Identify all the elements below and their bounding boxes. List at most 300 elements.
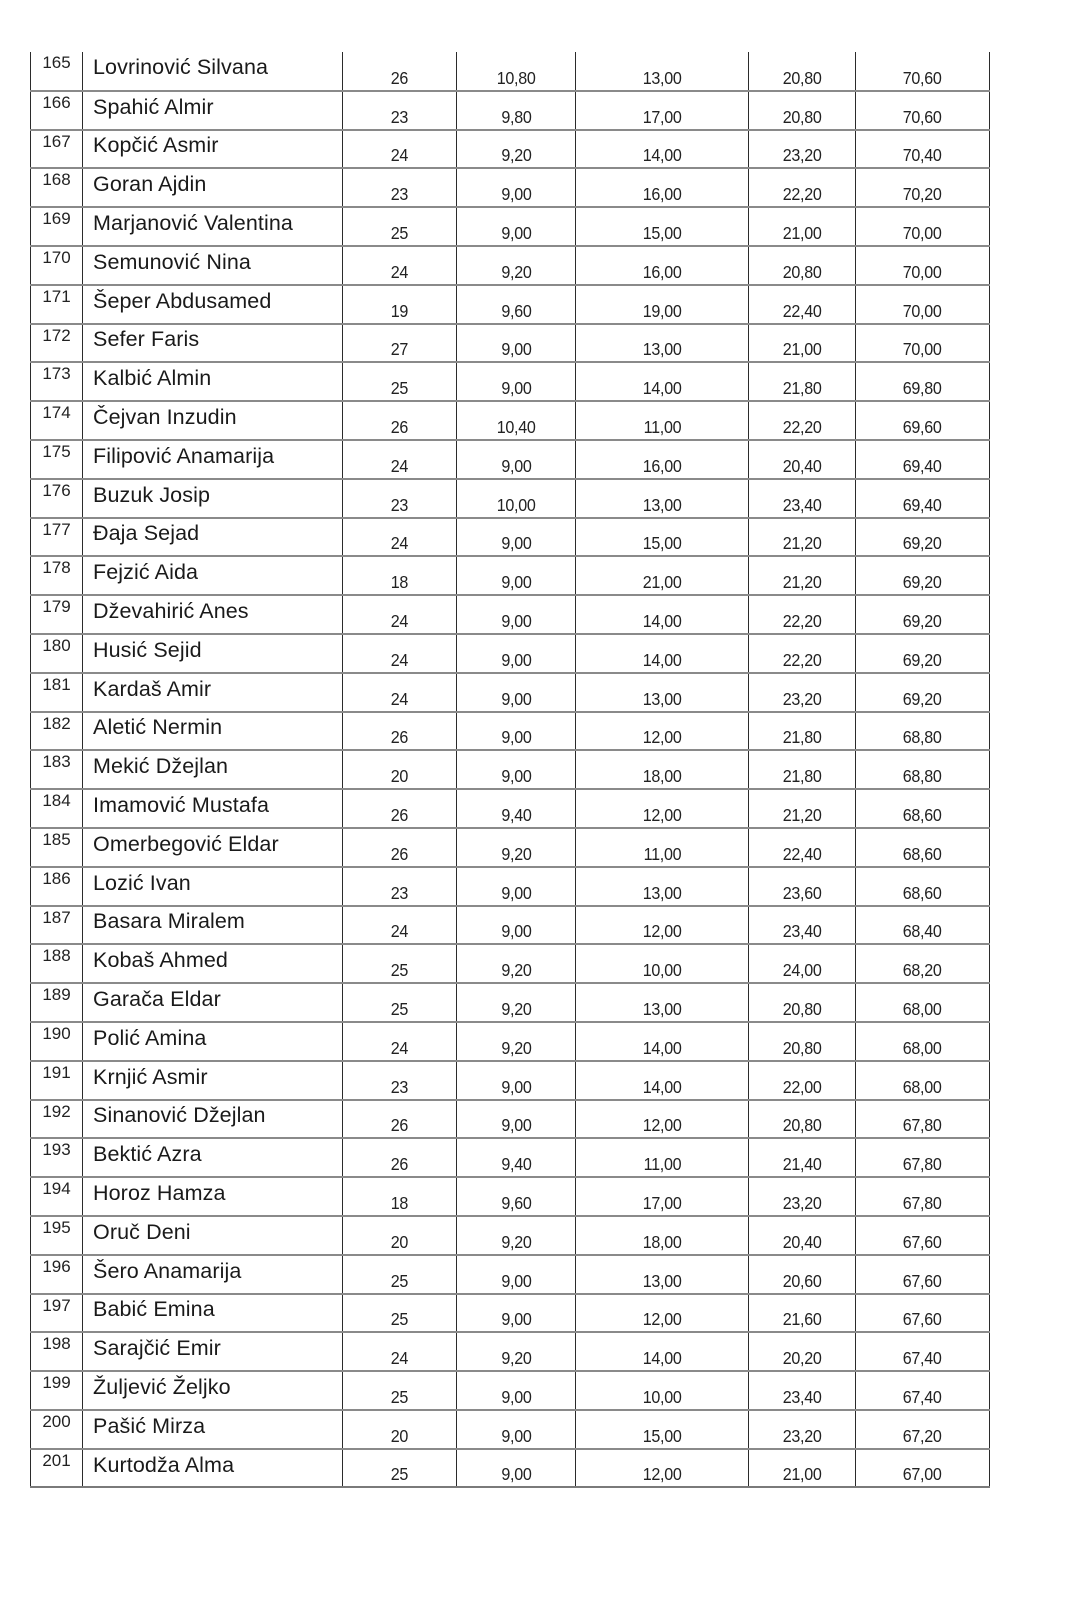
score-col4-cell xyxy=(457,1410,576,1449)
score-col3-cell-value: 20 xyxy=(390,1425,409,1446)
score-col4-cell-value: 9,20 xyxy=(500,843,532,864)
score-col6-cell xyxy=(749,634,856,673)
total-score-cell-value: 69,60 xyxy=(903,416,942,437)
score-col4-cell-value: 9,40 xyxy=(500,804,532,825)
total-score-cell xyxy=(856,1177,990,1216)
score-col5-cell xyxy=(576,1022,749,1061)
rank-cell: 199 xyxy=(31,1371,83,1410)
score-col6-cell xyxy=(749,867,856,906)
total-score-cell xyxy=(856,634,990,673)
score-col3-cell-value: 23 xyxy=(390,494,409,515)
score-col6-cell-value: 23,60 xyxy=(782,882,822,903)
score-col5-cell xyxy=(576,1177,749,1216)
score-col3-cell xyxy=(343,1294,457,1333)
score-col5-cell xyxy=(576,401,749,440)
score-col3-cell xyxy=(343,1410,457,1449)
total-score-cell-value: 70,00 xyxy=(903,339,942,360)
table-row xyxy=(31,130,990,169)
score-col3-cell xyxy=(343,983,457,1022)
total-score-cell xyxy=(856,440,990,479)
total-score-cell xyxy=(856,828,990,867)
table-row xyxy=(31,1138,990,1177)
rank-cell: 182 xyxy=(31,712,83,751)
total-score-cell-value: 70,00 xyxy=(903,261,942,282)
table-row xyxy=(31,1332,990,1371)
total-score-cell xyxy=(856,906,990,945)
score-col3-cell-value: 26 xyxy=(390,1154,409,1175)
score-col5-cell xyxy=(576,1216,749,1255)
score-col4-cell xyxy=(457,867,576,906)
total-score-cell xyxy=(856,1216,990,1255)
score-col6-cell-value: 20,80 xyxy=(782,67,822,88)
score-col4-cell-value: 9,20 xyxy=(500,261,532,282)
total-score-cell xyxy=(856,207,990,246)
score-col3-cell-value: 26 xyxy=(390,1115,409,1136)
total-score-cell-value: 68,80 xyxy=(903,766,942,787)
table-row xyxy=(31,285,990,324)
name-cell: Aletić Nermin xyxy=(83,712,343,751)
name-cell: Mekić Džejlan xyxy=(83,750,343,789)
name-cell: Dževahirić Anes xyxy=(83,595,343,634)
score-col4-cell xyxy=(457,789,576,828)
score-col6-cell-value: 22,20 xyxy=(782,649,822,670)
score-col5-cell xyxy=(576,556,749,595)
score-col6-cell xyxy=(749,789,856,828)
ranking-table xyxy=(30,52,990,1488)
score-col5-cell xyxy=(576,789,749,828)
score-col5-cell xyxy=(576,479,749,518)
score-col3-cell-value: 26 xyxy=(390,416,409,437)
score-col4-cell xyxy=(457,1216,576,1255)
total-score-cell xyxy=(856,479,990,518)
score-col4-cell xyxy=(457,1177,576,1216)
score-col5-cell-value: 16,00 xyxy=(642,261,682,282)
score-col4-cell-value: 9,80 xyxy=(500,106,532,127)
name-cell: Babić Emina xyxy=(83,1294,343,1333)
table-row xyxy=(31,168,990,207)
score-col3-cell xyxy=(343,362,457,401)
score-col5-cell-value: 12,00 xyxy=(642,1115,682,1136)
score-col6-cell xyxy=(749,750,856,789)
rank-cell: 197 xyxy=(31,1294,83,1333)
name-cell: Horoz Hamza xyxy=(83,1177,343,1216)
score-col3-cell xyxy=(343,130,457,169)
score-col6-cell-value: 20,80 xyxy=(782,1115,822,1136)
score-col4-cell xyxy=(457,828,576,867)
table-row xyxy=(31,1177,990,1216)
score-col6-cell-value: 21,80 xyxy=(782,766,822,787)
score-col5-cell-value: 14,00 xyxy=(642,649,682,670)
total-score-cell-value: 67,60 xyxy=(903,1231,942,1252)
name-cell: Sefer Faris xyxy=(83,324,343,363)
rank-cell: 185 xyxy=(31,828,83,867)
name-cell: Kalbić Almin xyxy=(83,362,343,401)
score-col3-cell xyxy=(343,1332,457,1371)
rank-cell: 172 xyxy=(31,324,83,363)
table-row xyxy=(31,556,990,595)
total-score-cell xyxy=(856,1100,990,1139)
score-col3-cell xyxy=(343,906,457,945)
score-col4-cell xyxy=(457,168,576,207)
score-col6-cell-value: 20,40 xyxy=(782,1231,822,1252)
score-col6-cell xyxy=(749,983,856,1022)
score-col4-cell-value: 9,60 xyxy=(500,300,532,321)
score-col4-cell xyxy=(457,440,576,479)
score-col6-cell-value: 22,40 xyxy=(782,843,822,864)
score-col4-cell xyxy=(457,285,576,324)
score-col6-cell xyxy=(749,944,856,983)
name-cell: Semunović Nina xyxy=(83,246,343,285)
name-cell: Šeper Abdusamed xyxy=(83,285,343,324)
score-col6-cell-value: 24,00 xyxy=(782,960,822,981)
total-score-cell xyxy=(856,712,990,751)
table-row xyxy=(31,712,990,751)
table-row xyxy=(31,1294,990,1333)
score-col6-cell-value: 21,20 xyxy=(782,572,822,593)
score-col6-cell xyxy=(749,1177,856,1216)
score-col4-cell-value: 9,00 xyxy=(500,184,532,205)
score-col3-cell xyxy=(343,168,457,207)
total-score-cell-value: 67,00 xyxy=(903,1464,942,1485)
score-col4-cell-value: 9,00 xyxy=(500,1076,532,1097)
score-col3-cell-value: 25 xyxy=(390,378,409,399)
rank-cell: 194 xyxy=(31,1177,83,1216)
name-cell: Žuljević Željko xyxy=(83,1371,343,1410)
table-row xyxy=(31,1100,990,1139)
score-col5-cell-value: 15,00 xyxy=(642,533,682,554)
score-col5-cell-value: 11,00 xyxy=(643,843,681,864)
score-col4-cell-value: 9,00 xyxy=(500,1464,532,1485)
total-score-cell xyxy=(856,1061,990,1100)
score-col6-cell-value: 20,80 xyxy=(782,106,822,127)
name-cell: Imamović Mustafa xyxy=(83,789,343,828)
rank-cell: 198 xyxy=(31,1332,83,1371)
rank-cell: 187 xyxy=(31,906,83,945)
table-row xyxy=(31,324,990,363)
table-row xyxy=(31,1449,990,1488)
score-col3-cell-value: 26 xyxy=(390,843,409,864)
score-col3-cell xyxy=(343,750,457,789)
total-score-cell-value: 69,20 xyxy=(903,572,942,593)
score-col3-cell xyxy=(343,634,457,673)
table-row xyxy=(31,401,990,440)
rank-cell: 169 xyxy=(31,207,83,246)
score-col4-cell xyxy=(457,1255,576,1294)
total-score-cell-value: 68,60 xyxy=(903,843,942,864)
total-score-cell xyxy=(856,673,990,712)
name-cell: Oruč Deni xyxy=(83,1216,343,1255)
score-col5-cell xyxy=(576,324,749,363)
score-col3-cell xyxy=(343,91,457,130)
score-col6-cell xyxy=(749,130,856,169)
score-col3-cell xyxy=(343,712,457,751)
score-col3-cell-value: 24 xyxy=(390,533,409,554)
score-col5-cell-value: 13,00 xyxy=(642,1270,682,1291)
total-score-cell-value: 69,20 xyxy=(903,610,942,631)
score-col6-cell-value: 21,00 xyxy=(782,339,822,360)
score-col5-cell-value: 15,00 xyxy=(642,222,682,243)
ranking-table-body xyxy=(31,52,990,1487)
score-col5-cell xyxy=(576,1371,749,1410)
score-col3-cell-value: 24 xyxy=(390,921,409,942)
total-score-cell xyxy=(856,168,990,207)
score-col5-cell xyxy=(576,867,749,906)
score-col4-cell-value: 9,00 xyxy=(500,339,532,360)
score-col4-cell-value: 9,20 xyxy=(500,1037,532,1058)
total-score-cell-value: 67,20 xyxy=(903,1425,942,1446)
rank-cell: 179 xyxy=(31,595,83,634)
score-col5-cell xyxy=(576,130,749,169)
score-col5-cell xyxy=(576,828,749,867)
name-cell: Kardaš Amir xyxy=(83,673,343,712)
score-col5-cell-value: 14,00 xyxy=(642,1076,682,1097)
score-col3-cell-value: 24 xyxy=(390,1348,409,1369)
total-score-cell xyxy=(856,91,990,130)
score-col4-cell-value: 9,00 xyxy=(500,649,532,670)
table-row xyxy=(31,207,990,246)
score-col4-cell-value: 9,20 xyxy=(500,1231,532,1252)
score-col6-cell xyxy=(749,285,856,324)
score-col6-cell xyxy=(749,1294,856,1333)
name-cell: Husić Sejid xyxy=(83,634,343,673)
score-col5-cell-value: 21,00 xyxy=(642,572,682,593)
total-score-cell xyxy=(856,1410,990,1449)
score-col6-cell-value: 21,40 xyxy=(782,1154,822,1175)
score-col4-cell xyxy=(457,556,576,595)
score-col4-cell-value: 9,00 xyxy=(500,921,532,942)
score-col4-cell-value: 9,00 xyxy=(500,1270,532,1291)
score-col3-cell-value: 25 xyxy=(390,1386,409,1407)
score-col3-cell-value: 25 xyxy=(390,1309,409,1330)
score-col6-cell-value: 23,40 xyxy=(782,494,822,515)
score-col5-cell-value: 14,00 xyxy=(642,1037,682,1058)
total-score-cell-value: 68,40 xyxy=(903,921,942,942)
total-score-cell-value: 68,80 xyxy=(903,727,942,748)
score-col5-cell-value: 12,00 xyxy=(642,1464,682,1485)
score-col4-cell xyxy=(457,634,576,673)
total-score-cell-value: 68,60 xyxy=(903,804,942,825)
score-col4-cell-value: 9,00 xyxy=(500,610,532,631)
table-row xyxy=(31,595,990,634)
score-col4-cell-value: 9,00 xyxy=(500,1309,532,1330)
total-score-cell xyxy=(856,867,990,906)
total-score-cell-value: 67,40 xyxy=(903,1348,942,1369)
score-col5-cell-value: 13,00 xyxy=(642,882,682,903)
total-score-cell xyxy=(856,789,990,828)
score-col3-cell-value: 24 xyxy=(390,145,409,166)
score-col3-cell-value: 23 xyxy=(390,882,409,903)
score-col4-cell xyxy=(457,401,576,440)
score-col3-cell xyxy=(343,1371,457,1410)
rank-cell: 189 xyxy=(31,983,83,1022)
name-cell: Sinanović Džejlan xyxy=(83,1100,343,1139)
score-col3-cell xyxy=(343,1138,457,1177)
score-col3-cell-value: 24 xyxy=(390,455,409,476)
total-score-cell-value: 69,20 xyxy=(903,649,942,670)
rank-cell: 186 xyxy=(31,867,83,906)
score-col3-cell xyxy=(343,867,457,906)
name-cell: Filipović Anamarija xyxy=(83,440,343,479)
table-row xyxy=(31,1255,990,1294)
score-col4-cell-value: 9,40 xyxy=(500,1154,532,1175)
rank-cell: 195 xyxy=(31,1216,83,1255)
score-col6-cell xyxy=(749,906,856,945)
score-col5-cell xyxy=(576,362,749,401)
score-col6-cell xyxy=(749,1371,856,1410)
name-cell: Kopčić Asmir xyxy=(83,130,343,169)
name-cell: Lozić Ivan xyxy=(83,867,343,906)
score-col5-cell-value: 16,00 xyxy=(642,455,682,476)
score-col6-cell xyxy=(749,1332,856,1371)
score-col5-cell-value: 13,00 xyxy=(642,688,682,709)
score-col3-cell-value: 26 xyxy=(390,727,409,748)
score-col5-cell xyxy=(576,1294,749,1333)
score-col3-cell xyxy=(343,556,457,595)
score-col6-cell-value: 21,80 xyxy=(782,727,822,748)
total-score-cell xyxy=(856,944,990,983)
score-col6-cell-value: 22,00 xyxy=(782,1076,822,1097)
score-col6-cell xyxy=(749,1255,856,1294)
score-col3-cell-value: 24 xyxy=(390,1037,409,1058)
score-col6-cell-value: 23,20 xyxy=(782,1192,822,1213)
score-col3-cell xyxy=(343,595,457,634)
score-col3-cell xyxy=(343,1061,457,1100)
total-score-cell xyxy=(856,1294,990,1333)
total-score-cell-value: 68,00 xyxy=(903,998,942,1019)
score-col6-cell-value: 20,80 xyxy=(782,1037,822,1058)
score-col6-cell-value: 20,40 xyxy=(782,455,822,476)
name-cell: Basara Miralem xyxy=(83,906,343,945)
rank-cell: 192 xyxy=(31,1100,83,1139)
name-cell: Lovrinović Silvana xyxy=(83,52,343,91)
score-col4-cell-value: 9,00 xyxy=(500,455,532,476)
score-col5-cell xyxy=(576,1332,749,1371)
total-score-cell xyxy=(856,246,990,285)
score-col4-cell-value: 9,00 xyxy=(500,378,532,399)
name-cell: Garača Eldar xyxy=(83,983,343,1022)
score-col4-cell-value: 9,00 xyxy=(500,688,532,709)
score-col4-cell xyxy=(457,595,576,634)
table-row xyxy=(31,906,990,945)
score-col5-cell-value: 13,00 xyxy=(642,339,682,360)
total-score-cell xyxy=(856,1371,990,1410)
total-score-cell-value: 69,40 xyxy=(903,494,942,515)
score-col4-cell xyxy=(457,246,576,285)
score-col4-cell-value: 9,20 xyxy=(500,960,532,981)
score-col5-cell-value: 19,00 xyxy=(642,300,682,321)
score-col5-cell xyxy=(576,285,749,324)
table-row xyxy=(31,52,990,91)
total-score-cell xyxy=(856,556,990,595)
total-score-cell-value: 67,60 xyxy=(903,1270,942,1291)
score-col3-cell xyxy=(343,1177,457,1216)
score-col6-cell-value: 21,80 xyxy=(782,378,822,399)
score-col5-cell xyxy=(576,750,749,789)
name-cell: Buzuk Josip xyxy=(83,479,343,518)
score-col4-cell xyxy=(457,1294,576,1333)
score-col5-cell xyxy=(576,207,749,246)
total-score-cell xyxy=(856,362,990,401)
score-col5-cell-value: 13,00 xyxy=(642,67,682,88)
score-col6-cell xyxy=(749,401,856,440)
rank-cell: 174 xyxy=(31,401,83,440)
score-col3-cell-value: 24 xyxy=(390,649,409,670)
score-col3-cell-value: 23 xyxy=(390,106,409,127)
rank-cell: 165 xyxy=(31,52,83,91)
score-col4-cell-value: 9,00 xyxy=(500,572,532,593)
score-col3-cell-value: 23 xyxy=(390,1076,409,1097)
score-col5-cell xyxy=(576,595,749,634)
rank-cell: 166 xyxy=(31,91,83,130)
score-col6-cell-value: 21,60 xyxy=(782,1309,822,1330)
table-row xyxy=(31,789,990,828)
table-row xyxy=(31,1410,990,1449)
table-row xyxy=(31,1022,990,1061)
score-col4-cell xyxy=(457,1332,576,1371)
score-col3-cell xyxy=(343,440,457,479)
rank-cell: 175 xyxy=(31,440,83,479)
name-cell: Đaja Sejad xyxy=(83,518,343,557)
name-cell: Omerbegović Eldar xyxy=(83,828,343,867)
total-score-cell xyxy=(856,130,990,169)
score-col5-cell-value: 10,00 xyxy=(642,960,682,981)
rank-cell: 193 xyxy=(31,1138,83,1177)
score-col3-cell xyxy=(343,944,457,983)
rank-cell: 188 xyxy=(31,944,83,983)
score-col4-cell-value: 9,00 xyxy=(500,1425,532,1446)
name-cell: Marjanović Valentina xyxy=(83,207,343,246)
total-score-cell-value: 67,80 xyxy=(903,1192,942,1213)
table-row xyxy=(31,1216,990,1255)
score-col4-cell xyxy=(457,750,576,789)
score-col4-cell xyxy=(457,1371,576,1410)
total-score-cell-value: 68,00 xyxy=(903,1076,942,1097)
score-col5-cell-value: 14,00 xyxy=(642,145,682,166)
score-col6-cell-value: 22,20 xyxy=(782,184,822,205)
score-col3-cell xyxy=(343,673,457,712)
score-col4-cell-value: 9,00 xyxy=(500,766,532,787)
score-col3-cell-value: 23 xyxy=(390,184,409,205)
score-col6-cell-value: 22,20 xyxy=(782,610,822,631)
total-score-cell-value: 67,80 xyxy=(903,1154,942,1175)
table-row xyxy=(31,246,990,285)
table-row xyxy=(31,673,990,712)
total-score-cell xyxy=(856,401,990,440)
table-row xyxy=(31,634,990,673)
score-col4-cell xyxy=(457,324,576,363)
total-score-cell xyxy=(856,983,990,1022)
score-col6-cell-value: 20,80 xyxy=(782,261,822,282)
score-col4-cell-value: 9,00 xyxy=(500,882,532,903)
score-col5-cell-value: 18,00 xyxy=(642,766,682,787)
score-col5-cell-value: 13,00 xyxy=(642,494,682,515)
rank-cell: 201 xyxy=(31,1449,83,1488)
total-score-cell-value: 69,20 xyxy=(903,688,942,709)
name-cell: Krnjić Asmir xyxy=(83,1061,343,1100)
score-col3-cell xyxy=(343,1255,457,1294)
name-cell: Spahić Almir xyxy=(83,91,343,130)
score-col4-cell-value: 9,00 xyxy=(500,727,532,748)
score-col5-cell-value: 17,00 xyxy=(642,106,682,127)
score-col4-cell-value: 10,80 xyxy=(496,67,536,88)
total-score-cell xyxy=(856,1138,990,1177)
score-col6-cell-value: 22,40 xyxy=(782,300,822,321)
score-col5-cell-value: 13,00 xyxy=(642,998,682,1019)
score-col6-cell xyxy=(749,518,856,557)
total-score-cell-value: 68,60 xyxy=(903,882,942,903)
score-col5-cell xyxy=(576,91,749,130)
score-col6-cell-value: 22,20 xyxy=(782,416,822,437)
